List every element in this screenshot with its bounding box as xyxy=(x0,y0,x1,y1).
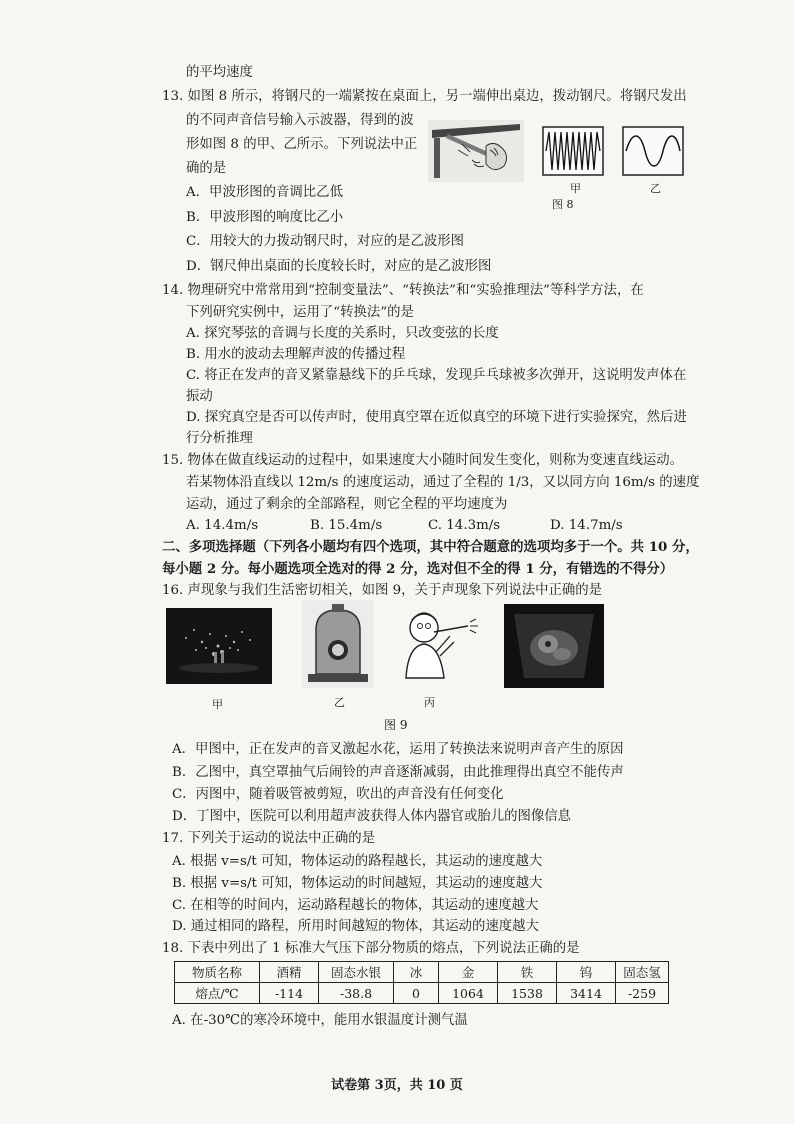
option-16-c: C．丙图中，随着吸管被剪短，吹出的声音没有任何变化 xyxy=(172,787,504,802)
table-cell: 熔点/℃ xyxy=(175,983,260,1004)
option-14-c: C. 将正在发声的音叉紧靠悬线下的乒乓球，发现乒乓球被多次弹开，这说明发声体在 xyxy=(186,368,687,383)
question-18-stem: 18. 下表中列出了 1 标准大气压下部分物质的熔点，下列说法正确的是 xyxy=(162,941,580,956)
option-17-a: A. 根据 v=s/t 可知，物体运动的路程越长，其运动的速度越大 xyxy=(172,854,543,869)
waveform-yi xyxy=(622,126,684,176)
figure-9-label-bing: 丙 xyxy=(424,696,435,709)
section-2-heading-cont: 每小题 2 分。每小题选项全选对的得 2 分，选对但不全的得 1 分，有错选的不得分） xyxy=(162,561,674,577)
table-cell: 0 xyxy=(394,983,439,1004)
table-cell: 铁 xyxy=(498,962,557,983)
question-17-stem: 17. 下列关于运动的说法中正确的是 xyxy=(162,831,376,846)
figure-9-straw-cartoon xyxy=(394,602,484,682)
option-15-c: C. 14.3m/s xyxy=(428,518,501,533)
table-cell: -114 xyxy=(260,983,319,1004)
figure-9-tuning-fork-photo xyxy=(166,608,272,684)
option-17-d: D. 通过相同的路程，所用时间越短的物体，其运动的速度越大 xyxy=(172,919,539,934)
question-14-stem: 14. 物理研究中常常用到“控制变量法”、“转换法”和“实验推理法”等科学方法，在 xyxy=(162,283,644,298)
table-cell: 金 xyxy=(439,962,498,983)
question-16-stem: 16. 声现象与我们生活密切相关，如图 9，关于声现象下列说法中正确的是 xyxy=(162,583,603,598)
figure-8-label-yi: 乙 xyxy=(650,182,661,195)
table-cell: 1538 xyxy=(498,983,557,1004)
figure-9-label-jia: 甲 xyxy=(212,698,223,711)
question-15-stem: 15. 物体在做直线运动的过程中，如果速度大小随时间发生变化，则称为变速直线运动。 xyxy=(162,453,684,468)
table-cell: 固态氢 xyxy=(616,962,669,983)
table-cell: -259 xyxy=(616,983,669,1004)
figure-9-label-yi: 乙 xyxy=(334,696,345,709)
text-line: 形如图 8 的甲、乙所示。下列说法中正 xyxy=(186,137,418,152)
text-line: 若某物体沿直线以 12m/s 的速度运动，通过了全程的 1/3，又以同方向 16m/s 的速度 xyxy=(186,475,700,490)
option-17-b: B. 根据 v=s/t 可知，物体运动的时间越短，其运动的速度越大 xyxy=(172,876,543,891)
option-13-a: A．甲波形图的音调比乙低 xyxy=(186,185,343,200)
figure-8-label-jia: 甲 xyxy=(570,182,581,195)
waveform-jia xyxy=(542,126,604,176)
text-line: 行分析推理 xyxy=(186,431,253,446)
table-cell: 物质名称 xyxy=(175,962,260,983)
text-line: 的不同声音信号输入示波器，得到的波 xyxy=(186,113,414,128)
table-cell: 3414 xyxy=(557,983,616,1004)
text-line: 的平均速度 xyxy=(186,65,253,80)
figure-8-ruler-photo xyxy=(428,120,524,182)
option-15-b: B. 15.4m/s xyxy=(310,518,383,533)
section-2-heading: 二、多项选择题（下列各小题均有四个选项，其中符合题意的选项均多于一个。共 10 分， xyxy=(162,539,699,555)
option-16-a: A．甲图中，正在发声的音叉激起水花，运用了转换法来说明声音产生的原因 xyxy=(172,742,624,757)
table-cell: -38.8 xyxy=(319,983,394,1004)
option-13-b: B．甲波形图的响度比乙小 xyxy=(186,210,344,225)
table-cell: 钨 xyxy=(557,962,616,983)
figure-9-bell-jar-photo xyxy=(302,600,374,688)
table-cell: 固态水银 xyxy=(319,962,394,983)
question-13-stem: 13. 如图 8 所示，将钢尺的一端紧按在桌面上，另一端伸出桌边，拨动钢尺。将钢尺发出 xyxy=(162,89,687,104)
option-16-d: D．丁图中，医院可以利用超声波获得人体内器官或胎儿的图像信息 xyxy=(172,809,572,824)
page-footer: 试卷第 3页，共 10 页 xyxy=(331,1078,463,1093)
option-13-c: C．用较大的力拨动钢尺时，对应的是乙波形图 xyxy=(186,234,465,249)
melting-point-table xyxy=(174,961,669,1004)
option-18-a: A. 在-30℃的寒冷环境中，能用水银温度计测气温 xyxy=(172,1013,468,1028)
table-cell: 酒精 xyxy=(260,962,319,983)
table-cell: 1064 xyxy=(439,983,498,1004)
text-line: 下列研究实例中，运用了“转换法”的是 xyxy=(186,305,414,320)
option-16-b: B．乙图中，真空罩抽气后闹铃的声音逐渐减弱，由此推理得出真空不能传声 xyxy=(172,765,624,780)
figure-8-caption: 图 8 xyxy=(552,198,574,211)
text-line: 振动 xyxy=(186,389,213,404)
text-line: 确的是 xyxy=(186,161,227,176)
text-line: 运动，通过了剩余的全部路程，则它全程的平均速度为 xyxy=(186,497,508,512)
table-header-row xyxy=(175,962,669,983)
option-14-d: D. 探究真空是否可以传声时，使用真空罩在近似真空的环境下进行实验探究，然后进 xyxy=(186,410,687,425)
option-13-d: D．钢尺伸出桌面的长度较长时，对应的是乙波形图 xyxy=(186,259,492,274)
option-15-d: D. 14.7m/s xyxy=(550,518,623,533)
option-14-a: A. 探究琴弦的音调与长度的关系时，只改变弦的长度 xyxy=(186,326,499,341)
table-row xyxy=(175,983,669,1004)
figure-9-caption: 图 9 xyxy=(384,718,408,732)
option-14-b: B. 用水的波动去理解声波的传播过程 xyxy=(186,347,406,362)
figure-9-ultrasound-photo xyxy=(504,604,604,688)
option-17-c: C. 在相等的时间内，运动路程越长的物体，其运动的速度越大 xyxy=(172,898,539,913)
option-15-a: A. 14.4m/s xyxy=(186,518,259,533)
table-cell: 冰 xyxy=(394,962,439,983)
